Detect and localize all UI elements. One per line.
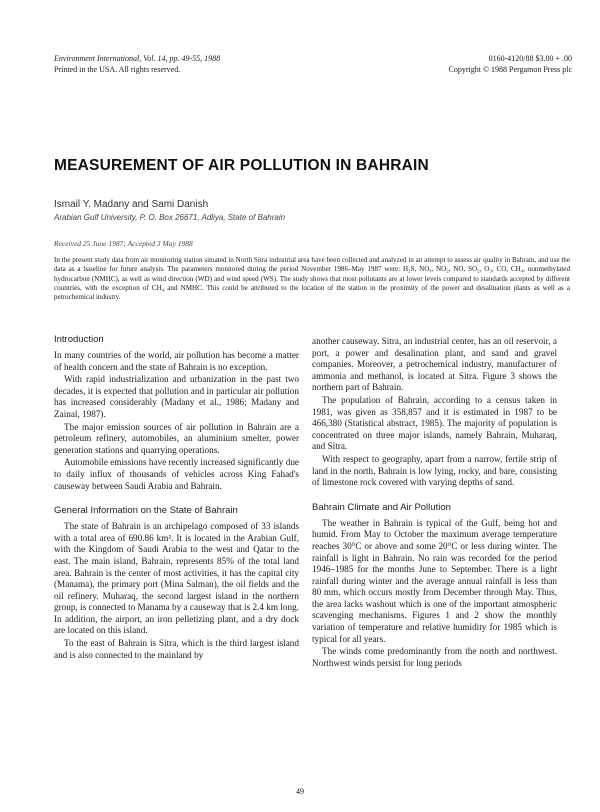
section-heading-climate: Bahrain Climate and Air Pollution <box>312 501 451 513</box>
abstract: In the present study data from air monitoring station situated in North Sitra industrial area have been collected and analyzed in an attempt to assess air quality in Bahrain, and use the data as a baseline for future analysis. The parameters monitored during the period November 1986–May 1987 were: H₂S, NOₓ, NO₂, NO, SO₂, O₃, CO, CH₄, nonmethylated hydrocarbon (NMHC), as well as wind direction (WD) and wind speed (WS). The study shows that most pollutants are at lower levels compared to standards accepted by different countries, with the exception of CH₄ and NMHC. This could be attributed to the location of the station in the proximity of the power and desalination plants as well as a petrochemical industry. <box>54 256 570 302</box>
received-dates: Received 25 June 1987; Accepted 3 May 1988 <box>54 239 193 248</box>
intro-paragraph: In many countries of the world, air pollution has become a matter of health concern and the state of Bahrain is no exception. <box>54 350 299 372</box>
issn-price: 0160-4120/88 $3.00 + .00 <box>488 54 572 63</box>
population-paragraph: The population of Bahrain, according to a census taken in 1981, was given as 358,857 and it is estimated in 1987 to be 466,380 (Statistical abstract, 1985). The majority of population is concentrated on three major islands, namely Bahrain, Muharaq, and Sitra. <box>312 394 557 452</box>
winds-paragraph: The winds come predominantly from the north and northwest. Northwest winds persist for long periods <box>312 646 557 668</box>
paper-title: MEASUREMENT OF AIR POLLUTION IN BAHRAIN <box>54 157 429 174</box>
intro-paragraph: With rapid industrialization and urbanization in the past two decades, it is expected that pollution and in particular air pollution has increased considerably (Madany et al., 1986; Madany and Zainal, 1987). <box>54 374 299 419</box>
authors: Ismail Y. Madany and Sami Danish <box>54 199 209 210</box>
journal-header <box>54 53 220 75</box>
right-column <box>312 336 557 670</box>
general-paragraph: To the east of Bahrain is Sitra, which is the third largest island and is also connected to the mainland by <box>54 638 299 660</box>
copyright-notice: Copyright © 1988 Pergamon Press plc <box>448 65 572 74</box>
section-heading-introduction: Introduction <box>54 334 104 345</box>
continued-paragraph: another causeway. Sitra, an industrial center, has an oil reservoir, a port, a power and desalination plant, and sand and gravel companies. Moreover, a petrochemical industry, manufacturer of ammonia and methanol, is located at Sitra. Figure 3 shows the northern part of Bahrain. <box>312 336 557 393</box>
page-number: 49 <box>296 787 304 796</box>
copyright-header <box>449 53 572 75</box>
intro-paragraph: The major emission sources of air pollution in Bahrain are a petroleum refinery, automobiles, an aluminium smelter, power generation stations and quarrying operations. <box>54 421 299 455</box>
climate-paragraph: The weather in Bahrain is typical of the Gulf, being hot and humid. From May to October the maximum average temperature reaches 30°C or above and some 20°C or less during winter. The rainfall is light in Bahrain. No rain was recorded for the period 1946–1985 for the months June to September. There is a light rainfall during winter and the average annual rainfall is less than 80 mm, which occurs mostly from December through May. Thus, the area lacks washout which is one of the important atmospheric scavenging mechanisms. Figures 1 and 2 show the monthly variation of temperature and relative humidity for 1985 which is typical for all years. <box>312 517 557 644</box>
left-column <box>54 334 299 662</box>
journal-printed-note: Printed in the USA. All rights reserved. <box>54 65 181 74</box>
journal-citation: Environment International, Vol. 14, pp. 49-55, 1988 <box>54 54 221 63</box>
section-heading-general-info: General Information on the State of Bahrain <box>54 505 238 517</box>
affiliation: Arabian Gulf University, P. O. Box 26671, Adliya, State of Bahrain <box>54 213 286 222</box>
geography-paragraph: With respect to geography, apart from a narrow, fertile strip of land in the north, Bahrain is low lying, rocky, and bare, consisting of limestone rock covered with varying depths of sand. <box>312 453 557 488</box>
intro-paragraph: Automobile emissions have recently increased significantly due to daily influx of thousands of vehicles across King Fahad's causeway between Saudi Arabia and Bahrain. <box>54 457 299 491</box>
general-paragraph: The state of Bahrain is an archipelago composed of 33 islands with a total area of 690.86 km². It is located in the Arabian Gulf, with the Kingdom of Saudi Arabia to the west and Qatar to the east. The main island, Bahrain, represents 85% of the total land area. Bahrain is the center of most activities, it has the capital city (Manama), the primary port (Mina Salman), the oil fields and the oil refinery. Muharaq, the second largest island in the northern group, is connected to Manama by a causeway that is 2.4 km long. In addition, the airport, an iron pelletizing plant, and a dry dock are located on this island. <box>54 521 299 636</box>
